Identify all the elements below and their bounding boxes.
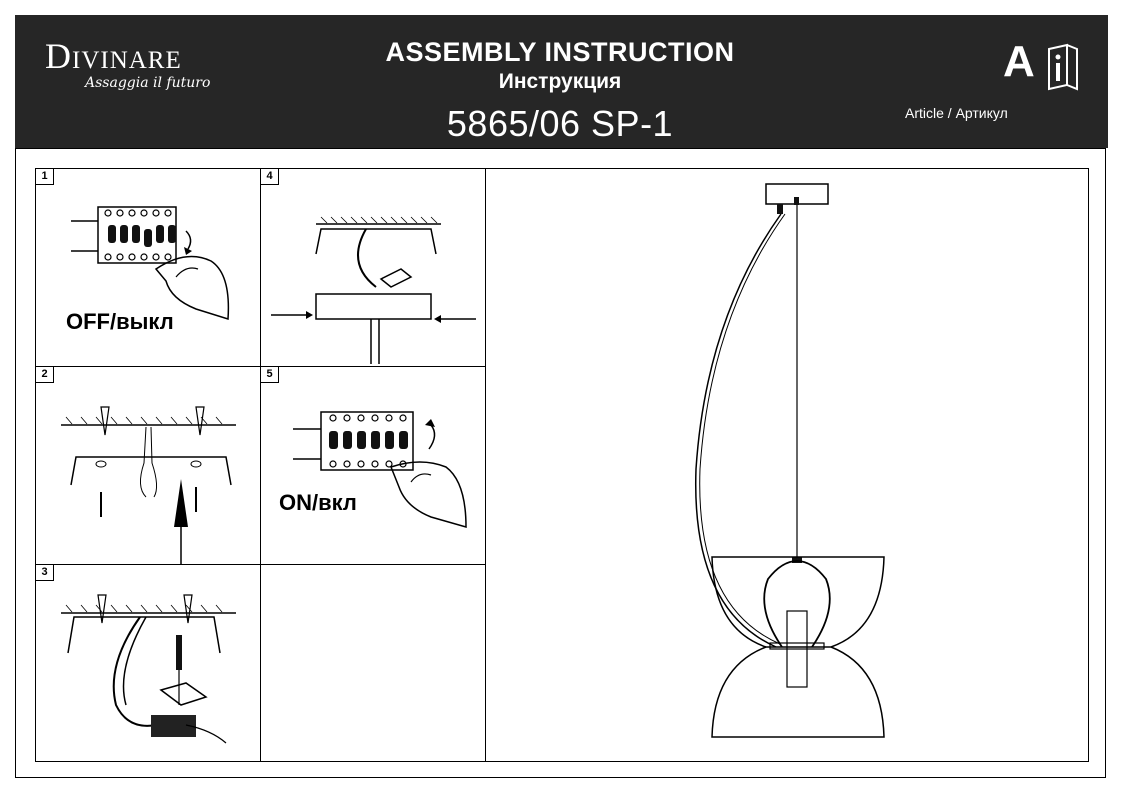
title-english: ASSEMBLY INSTRUCTION xyxy=(385,37,735,67)
step-number: 3 xyxy=(36,565,54,581)
brand-logo xyxy=(45,35,211,91)
step-2-panel xyxy=(35,366,261,565)
step-5-panel xyxy=(260,366,486,565)
header-bar xyxy=(15,15,1108,148)
step-4-illustration xyxy=(261,169,487,368)
document-title xyxy=(365,37,755,94)
info-book-icon xyxy=(1045,43,1081,96)
article-number: 5865/06 SP-1 xyxy=(446,103,674,144)
step-number: 4 xyxy=(261,169,279,185)
badge-letter: A xyxy=(1003,37,1035,86)
lamp-illustration-panel xyxy=(485,168,1089,762)
brand-tagline: Assaggia il futuro xyxy=(85,75,211,91)
step-1-illustration xyxy=(36,169,262,368)
step-5-caption: ON/вкл xyxy=(279,490,357,515)
step-4-panel xyxy=(260,168,486,367)
step-number: 5 xyxy=(261,367,279,383)
step-3-illustration xyxy=(36,565,262,763)
pendant-lamp-drawing xyxy=(486,169,1090,763)
step-1-panel xyxy=(35,168,261,367)
step-1-caption: OFF/выкл xyxy=(66,309,174,334)
step-2-illustration xyxy=(36,367,262,566)
brand-name: Divinare xyxy=(45,36,182,76)
article-label: Article / Артикул xyxy=(905,105,1008,121)
empty-panel xyxy=(260,564,486,762)
step-5-illustration xyxy=(261,367,487,566)
step-3-panel xyxy=(35,564,261,762)
step-number: 2 xyxy=(36,367,54,383)
title-russian: Инструкция xyxy=(498,70,622,93)
step-number: 1 xyxy=(36,169,54,185)
